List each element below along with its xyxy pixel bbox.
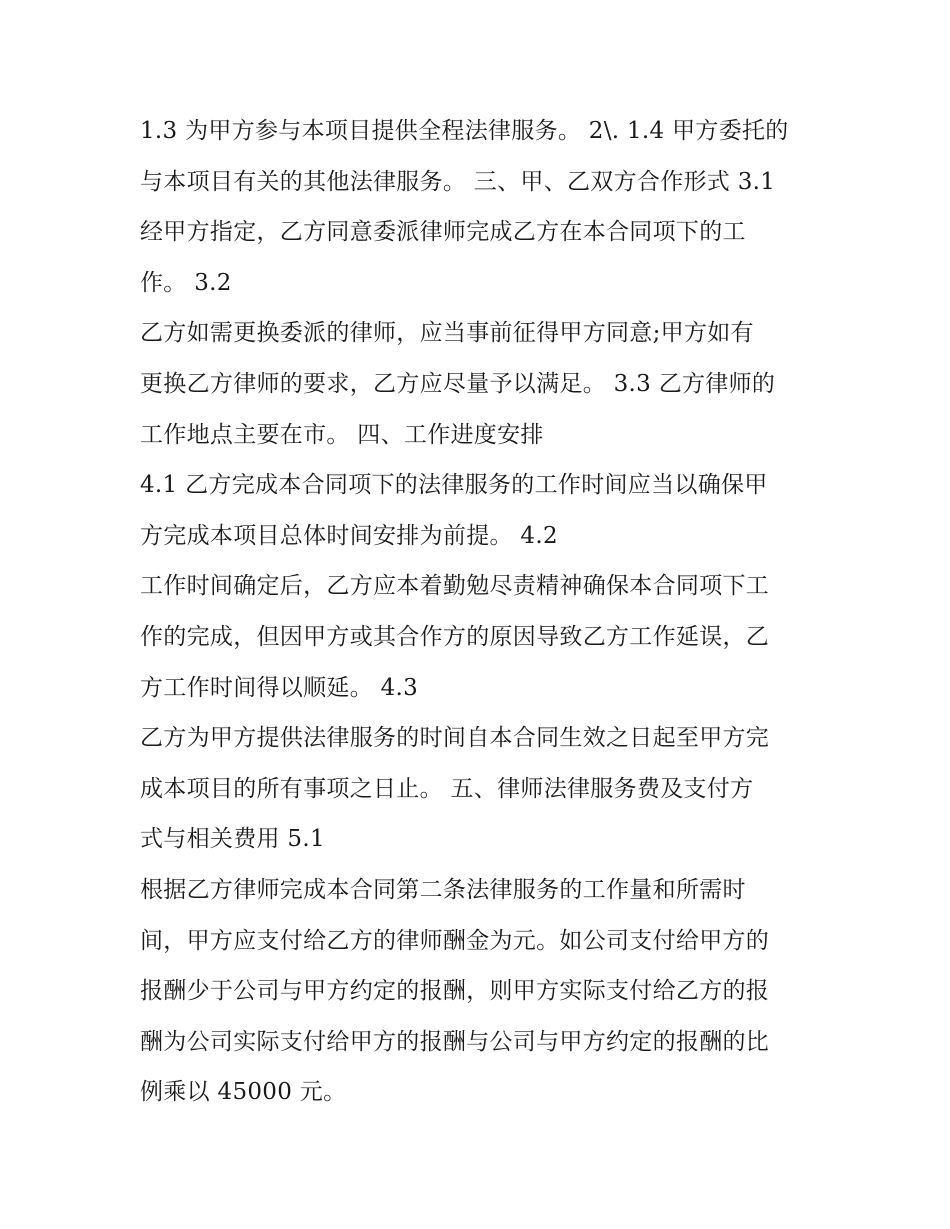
text-line: 作的完成，但因甲方或其合作方的原因导致乙方工作延误，乙 <box>140 623 770 650</box>
text-line: 作。 3.2 <box>140 269 232 296</box>
document-body <box>140 106 820 1118</box>
text-line: 经甲方指定，乙方同意委派律师完成乙方在本合同项下的工 <box>140 219 746 246</box>
text-line: 式与相关费用 5.1 <box>140 826 325 853</box>
text-line: 报酬少于公司与甲方约定的报酬，则甲方实际支付给乙方的报 <box>140 978 770 1005</box>
text-line: 乙方为甲方提供法律服务的时间自本合同生效之日起至甲方完 <box>140 725 770 752</box>
text-line: 4.1 乙方完成本合同项下的法律服务的工作时间应当以确保甲 <box>140 472 768 499</box>
text-line: 与本项目有关的其他法律服务。 三、甲、乙双方合作形式 3.1 <box>140 168 776 195</box>
text-line: 1.3 为甲方参与本项目提供全程法律服务。 2\. 1.4 甲方委托的 <box>140 118 789 144</box>
text-line: 根据乙方律师完成本合同第二条法律服务的工作量和所需时 <box>140 876 746 903</box>
text-line: 更换乙方律师的要求，乙方应尽量予以满足。 3.3 乙方律师的 <box>140 370 776 397</box>
text-line: 工作时间确定后，乙方应本着勤勉尽责精神确保本合同项下工 <box>140 573 770 600</box>
text-line: 间，甲方应支付给乙方的律师酬金为元。如公司支付给甲方的 <box>140 927 770 954</box>
text-line: 乙方如需更换委派的律师，应当事前征得甲方同意;甲方如有 <box>140 320 754 347</box>
text-line: 方完成本项目总体时间安排为前提。 4.2 <box>140 522 558 549</box>
text-line: 酬为公司实际支付给甲方的报酬与公司与甲方约定的报酬的比 <box>140 1028 770 1055</box>
text-line: 例乘以 45000 元。 <box>140 1079 347 1106</box>
text-line: 方工作时间得以顺延。 4.3 <box>140 674 419 701</box>
text-line: 成本项目的所有事项之日止。 五、律师法律服务费及支付方 <box>140 775 754 802</box>
text-line: 工作地点主要在市。 四、工作进度安排 <box>140 421 544 448</box>
